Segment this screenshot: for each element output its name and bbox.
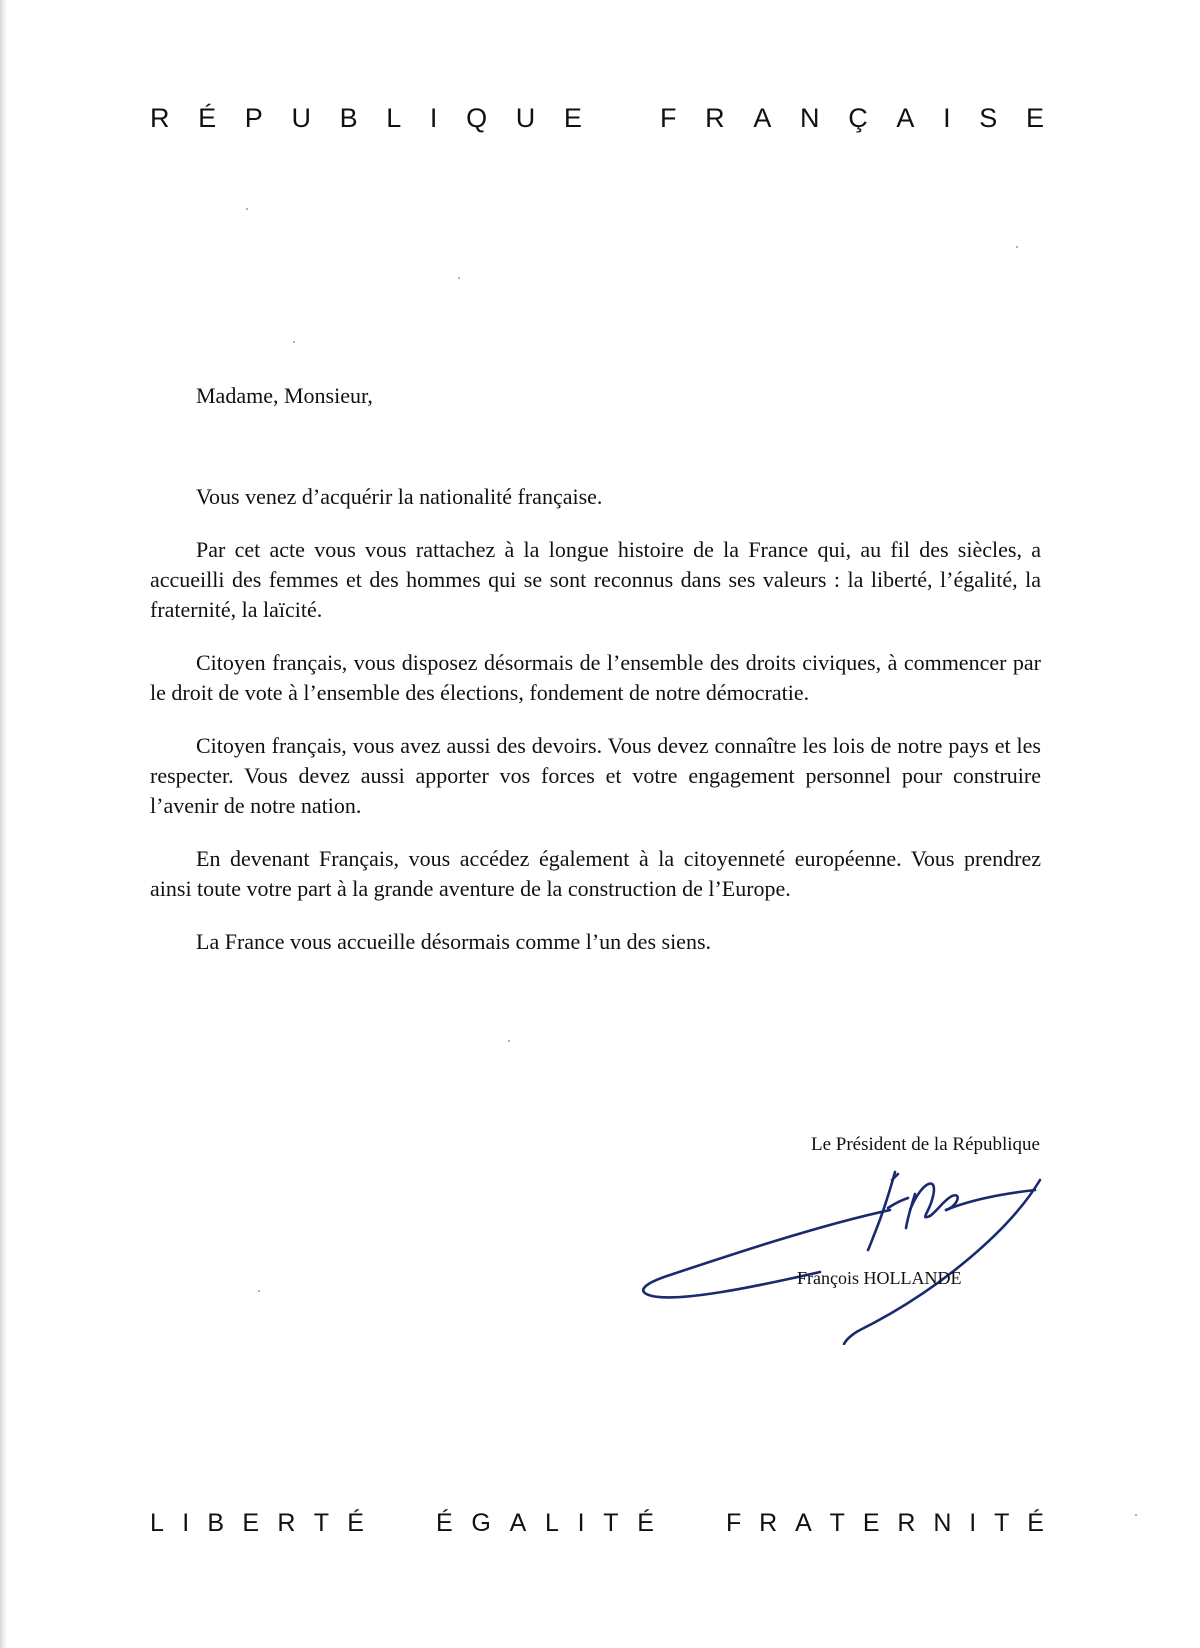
motto-letter: É: [347, 1509, 364, 1537]
motto-letter: P: [244, 103, 263, 133]
motto-letter: R: [150, 103, 170, 133]
footer-word-egalite: [436, 1509, 654, 1538]
motto-letter: I: [182, 1509, 190, 1537]
motto-letter: R: [705, 103, 725, 133]
motto-letter: R: [759, 1509, 778, 1537]
motto-letter: R: [897, 1509, 916, 1537]
motto-letter: I: [943, 103, 951, 133]
paragraph-4: Citoyen français, vous avez aussi des devoirs. Vous devez connaître les lois de notre pays et les respecter. Vous devez aussi apporter vos forces et votre engagement personnel pour construire l’avenir de notre nation.: [150, 733, 1041, 818]
motto-letter: L: [544, 1509, 559, 1537]
scan-speck: [258, 1290, 260, 1292]
motto-letter: F: [726, 1509, 742, 1537]
motto-letter: L: [386, 103, 402, 133]
scan-speck: [1016, 246, 1018, 248]
paragraph-6: La France vous accueille désormais comme l’un des siens.: [196, 929, 712, 954]
paragraph-3: Citoyen français, vous disposez désormais de l’ensemble des droits civiques, à commencer par le droit de vote à l’ensemble des élections, fondement de notre démocratie.: [150, 650, 1041, 705]
motto-letter: T: [603, 1509, 619, 1537]
scan-speck: [246, 208, 248, 210]
motto-letter: Q: [466, 103, 488, 133]
signatory-name: François HOLLANDE: [797, 1268, 962, 1288]
scan-speck: [458, 277, 460, 279]
motto-letter: N: [800, 103, 820, 133]
motto-letter: B: [339, 103, 358, 133]
motto-letter: I: [429, 103, 438, 133]
paragraph-5: En devenant Français, vous accédez également à la citoyenneté européenne. Vous prendrez ainsi toute votre part à la grande aventure de la construction de l’Europe.: [150, 846, 1041, 901]
motto-letter: A: [896, 103, 915, 133]
motto-letter: R: [277, 1509, 296, 1537]
motto-letter: B: [207, 1509, 225, 1537]
motto-letter: E: [563, 103, 582, 133]
motto-letter: I: [577, 1509, 585, 1537]
letter-body: [150, 482, 1041, 980]
motto-letter: T: [313, 1509, 329, 1537]
scan-edge-shadow: [0, 0, 7, 1648]
motto-letter: É: [198, 103, 217, 133]
footer-motto: [150, 1509, 1044, 1538]
motto-letter: É: [436, 1509, 453, 1537]
scan-speck: [508, 1040, 510, 1042]
motto-letter: T: [994, 1509, 1010, 1537]
motto-letter: Ç: [848, 103, 868, 133]
motto-letter: E: [242, 1509, 260, 1537]
motto-letter: É: [637, 1509, 654, 1537]
motto-letter: L: [150, 1509, 164, 1537]
header-word-francaise: [660, 103, 1044, 134]
signatory-title: Le Président de la République: [811, 1134, 1040, 1155]
motto-letter: U: [291, 103, 311, 133]
header-word-republique: [150, 103, 582, 134]
paragraph-2: Par cet acte vous vous rattachez à la longue histoire de la France qui, au fil des siècles, a accueilli des femmes et des hommes qui se sont reconnus dans ses valeurs : la liberté, l’égalité, la fraternité, la laïcité.: [150, 537, 1041, 622]
motto-letter: S: [979, 103, 998, 133]
motto-letter: T: [829, 1509, 845, 1537]
motto-letter: U: [515, 103, 536, 133]
salutation: Madame, Monsieur,: [196, 383, 373, 408]
motto-letter: G: [471, 1509, 491, 1537]
header-motto: [150, 103, 1044, 134]
motto-letter: E: [862, 1509, 880, 1537]
motto-letter: A: [753, 103, 772, 133]
motto-letter: É: [1027, 1509, 1044, 1537]
handwritten-signature: [640, 1170, 1060, 1345]
motto-letter: A: [795, 1509, 812, 1537]
motto-letter: F: [660, 103, 677, 133]
motto-letter: I: [969, 1509, 977, 1537]
motto-letter: N: [933, 1509, 952, 1537]
motto-letter: A: [509, 1509, 527, 1537]
footer-word-fraternite: [726, 1509, 1044, 1538]
scan-speck: [1135, 1514, 1137, 1516]
scan-speck: [293, 341, 295, 343]
motto-letter: E: [1025, 103, 1044, 133]
footer-word-liberte: [150, 1509, 364, 1538]
paragraph-1: Vous venez d’acquérir la nationalité française.: [196, 484, 603, 509]
